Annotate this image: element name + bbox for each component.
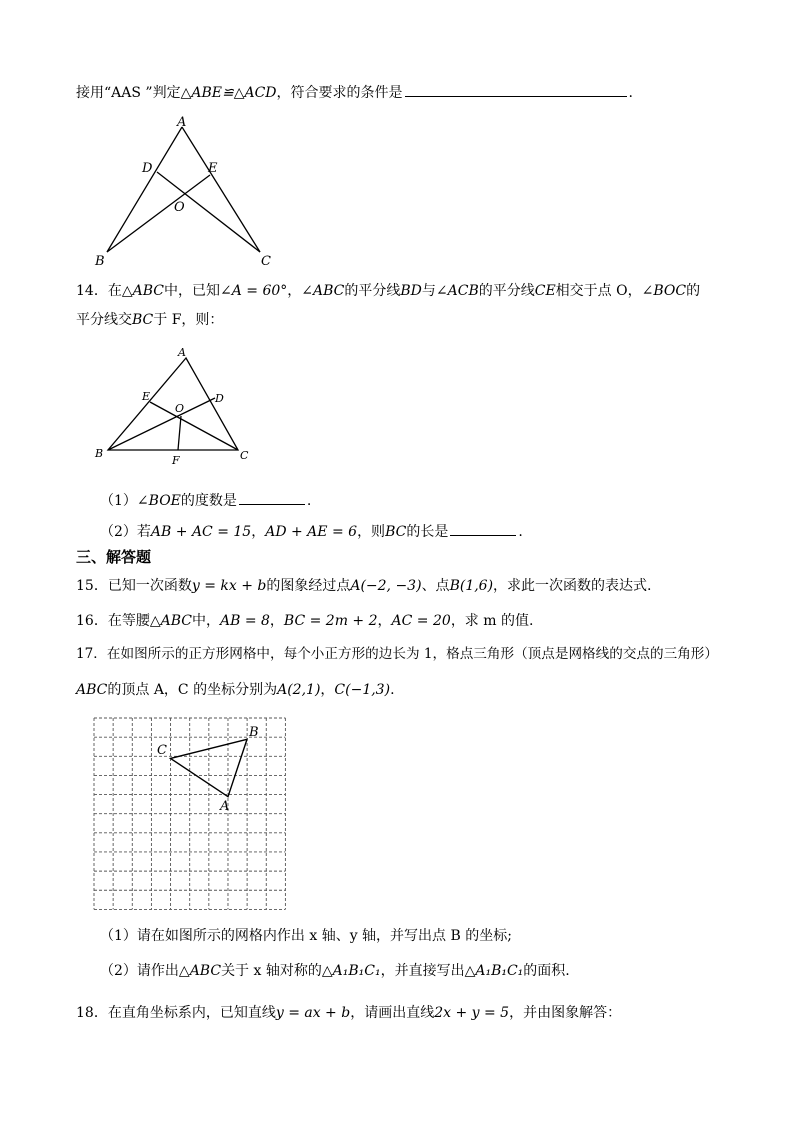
fig17-label-c: C [157,743,167,758]
q15-text: 的图象经过点 [266,578,351,594]
q15-text: 、点 [421,578,450,594]
fig14-label-e: E [142,390,151,403]
q13-prefix: 接用“AAS ”判定 [76,85,181,101]
fig13-label-d: D [142,161,153,176]
figure-14 [90,340,260,470]
q16-text: 16．在等腰 [76,613,150,629]
q18-line [76,1003,621,1023]
q14-sub1-end: . [306,493,312,509]
q17-sub2-text: ，并直接写出 [380,963,465,979]
q14-text: 的 [686,283,701,299]
q14-sub2-end: . [518,524,523,540]
q17-sub2-text: （2）请作出 [100,963,179,979]
fig13-label-c: C [261,254,271,269]
q14-text: 的平分线 [344,283,401,299]
q16-text: ，求 m 的值. [450,613,534,629]
q14-sub2 [100,521,523,542]
q14-text: 与 [421,283,436,299]
q13-line [76,82,633,103]
q17-sub2-text: 关于 x 轴对称的 [221,963,322,979]
q13-congruence: △ABE≌△ACD [180,85,277,101]
q15-line [76,576,652,596]
fig14-label-f: F [172,454,180,467]
q17-sub2-text: 的面积. [523,963,570,979]
q15-point-a: A(−2, −3) [350,578,422,594]
q14-triangle: △ABC [121,283,164,299]
q18-text: ，并由图象解答： [509,1005,622,1021]
fig14-label-b: B [95,447,104,460]
q16-text: ， [377,613,392,629]
figure-17-grid [94,718,286,910]
q14-ce: CE [534,283,556,299]
q14-text: 14．在 [76,283,122,299]
q13-suffix: ，符合要求的条件是 [276,85,403,101]
q14-sub2-text: ， [251,524,266,540]
q14-line2 [76,310,223,330]
q17-text: 的顶点 A，C 的坐标分别为 [107,682,278,698]
q16-bc: BC = 2m + 2 [283,613,378,629]
q15-function: y = kx + b [191,578,267,594]
q17-point-c: C(−1,3) [334,682,391,698]
q17-abc: ABC [76,682,108,698]
q14-text: 的平分线 [478,283,535,299]
fig13-label-o: O [174,200,185,215]
q14-sub2-bc: BC [385,524,407,540]
q15-point-b: B(1,6) [449,578,494,594]
q14-angle-acb: ∠ACB [435,283,479,299]
q14-angle-boc: ∠BOC [641,283,687,299]
q14-sub1 [100,490,311,511]
q14-sub2-eq2: AD + AE = 6 [265,524,358,540]
q14-text: 于 F，则： [153,312,224,328]
q15-text: ，求此一次函数的表达式. [493,578,652,594]
q14-text: ， [287,283,302,299]
q17-text: ， [320,682,335,698]
q17-sub2-triangle-a1b1c1: △A₁B₁C₁ [321,963,381,979]
q14-text: 平分线交 [76,312,132,328]
section-heading: 三、解答题 [76,548,152,566]
fig17-label-a: A [220,799,230,814]
q14-sub2-eq1: AB + AC = 15 [150,524,252,540]
fig14-label-c: C [240,449,249,462]
q14-sub2-text: 的长是 [406,524,449,540]
q14-sub1-text: （1） [100,493,137,509]
fig13-label-e: E [208,161,218,176]
q17-line1: 17．在如图所示的正方形网格中，每个小正方形的边长为 1，格点三角形（顶点是网格线的交点的三角形） [76,646,718,662]
q18-text: ，请画出直线 [350,1005,435,1021]
q17-line2 [76,680,395,700]
fig14-label-o: O [175,402,185,415]
q17-sub2-triangle-a1b1c1: △A₁B₁C₁ [464,963,524,979]
q17-sub2-triangle: △ABC [178,963,222,979]
q17-sub2 [100,961,570,981]
q16-triangle: △ABC [149,613,192,629]
q14-angle-a: ∠A = 60° [219,283,288,299]
q14-sub1-answer-blank[interactable] [239,490,305,505]
q16-ac: AC = 20 [391,613,451,629]
figure-13 [90,110,290,270]
q17-point-a: A(2,1) [277,682,321,698]
q14-line1 [76,281,700,301]
q16-ab: AB = 8 [219,613,270,629]
q14-bd: BD [400,283,422,299]
q18-function-1: y = ax + b [275,1005,351,1021]
fig13-label-a: A [177,115,187,130]
q14-text: 相交于点 O， [555,283,642,299]
q14-sub2-text: （2）若 [100,524,151,540]
q17-sub1: （1）请在如图所示的网格内作出 x 轴、y 轴，并写出点 B 的坐标; [100,928,512,944]
q17-text: . [390,682,395,698]
q14-text: 中，已知 [163,283,220,299]
q14-angle-abc: ∠ABC [301,283,345,299]
q15-text: 15．已知一次函数 [76,578,192,594]
q16-line [76,611,533,631]
q18-text: 18．在直角坐标系内，已知直线 [76,1005,276,1021]
q18-function-2: 2x + y = 5 [434,1005,510,1021]
q13-end: . [628,85,633,101]
fig13-label-b: B [95,254,105,269]
q14-sub2-text: ，则 [357,524,386,540]
q13-answer-blank[interactable] [405,82,627,97]
fig17-label-b: B [249,725,259,740]
fig14-label-d: D [215,392,224,405]
q16-text: ， [269,613,284,629]
q14-sub2-answer-blank[interactable] [450,521,516,536]
fig14-label-a: A [178,346,186,359]
q14-bc: BC [132,312,154,328]
q14-sub1-text: 的度数是 [180,493,237,509]
q16-text: 中， [191,613,220,629]
q14-angle-boe: ∠BOE [136,493,181,509]
